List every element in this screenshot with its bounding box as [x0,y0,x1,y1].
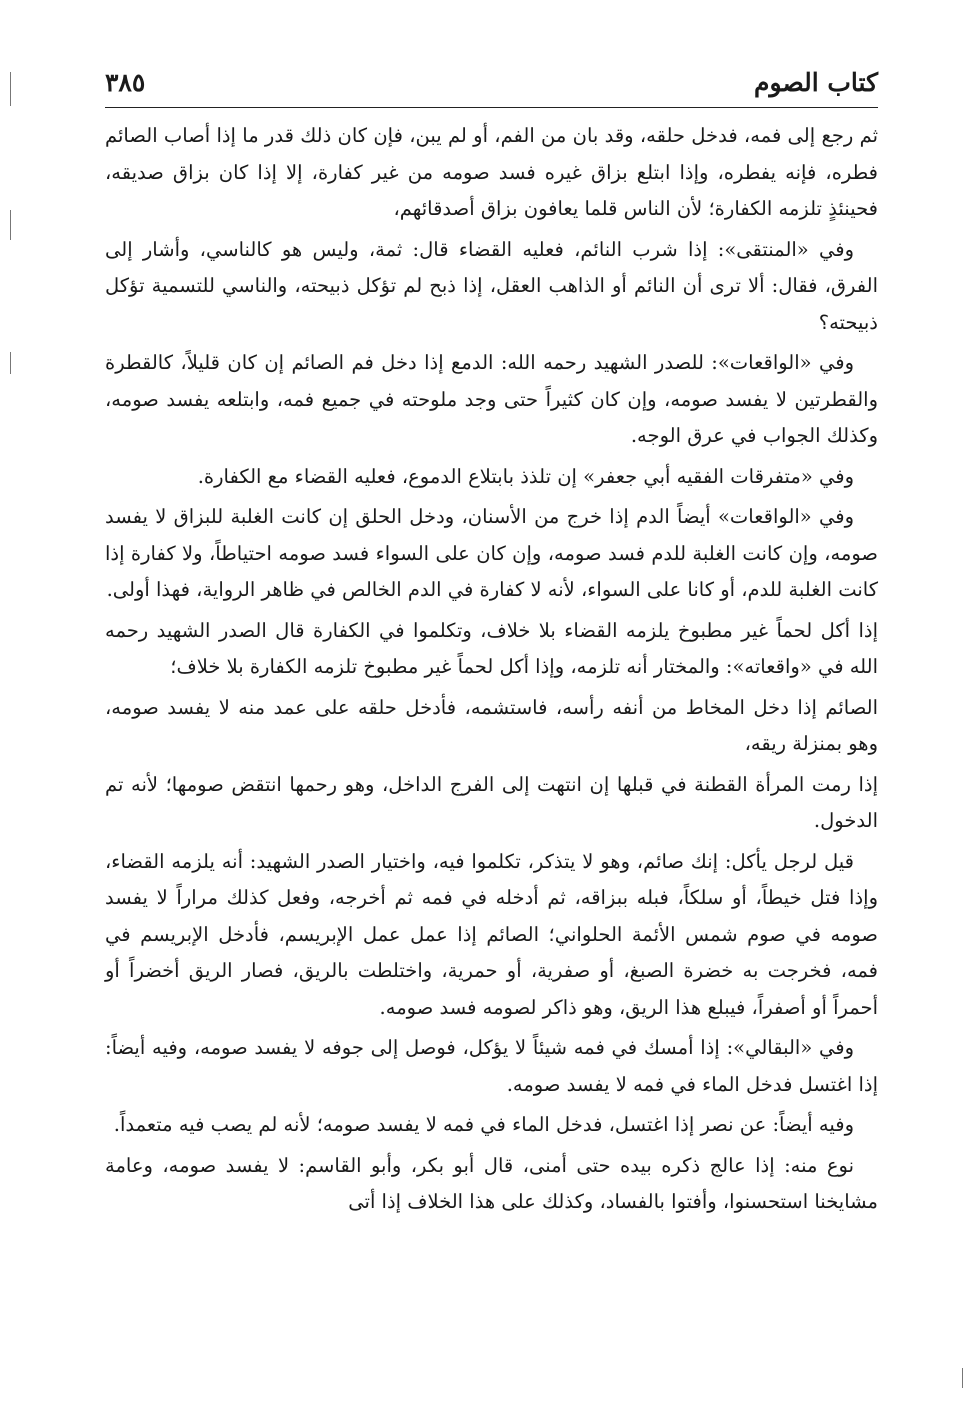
paragraph: ثم رجع إلى فمه، فدخل حلقه، وقد بان من الفم، أو لم يبن، فإن كان ذلك قدر ما إذا أصاب الصائم فطره، فإنه يفطره، وإذا ابتلع بزاق غيره فسد صومه من غير كفارة، إلا إذا كان بزاق صديقه، فحينئذٍ تلزمه الكفارة؛ لأن الناس قلما يعافون بزاق أصدقائهم، [105,124,878,220]
paragraph: وفي «الواقعات»: للصدر الشهيد رحمه الله: الدمع إذا دخل فم الصائم إن كان قليلاً، كالقطرة والقطرتين لا يفسد صومه، وإن كان كثيراً حتى وجد ملوحته في جميع فمه، وابتلعه يفسد صومه، وكذلك الجواب في عرق الوجه. [105,351,878,447]
main-text [105,118,878,1225]
paragraph: وفيه أيضاً: عن نصر إذا اغتسل، فدخل الماء في فمه لا يفسد صومه؛ لأنه لم يصب فيه متعمداً. [113,1113,854,1136]
header-rule [105,107,878,108]
paragraph: إذا رمت المرأة القطنة في قبلها إن انتهت إلى الفرج الداخل، وهو رحمها انتقض صومها؛ لأنه تم الدخول. [105,772,878,832]
paragraph: قيل لرجل يأكل: إنك صائم، وهو لا يتذكر، تكلموا فيه، واختيار الصدر الشهيد: أنه يلزمه القضاء، وإذا فتل خيطاً، أو سلكاً، فبله ببزاقه، ثم أدخله في فمه ثم أخرجه، وفعل كذلك مراراً لا يفسد صومه في صوم شمس الأئمة الحلواني؛ الصائم إذا عمل عمل الإبريسم، فأدخل الإبريسم في فمه، فخرجت به خضرة الصبغ، أو صفرية، أو حمرية، واختلطت بالريق، فصار الريق أخضراً أو أحمراً أو أصفراً، فيبلع هذا الريق، وهو ذاكر لصومه فسد صومه. [105,849,878,1019]
scan-edge-mark [962,1368,963,1388]
scan-edge-mark [10,352,11,374]
paragraph: وفي «المنتقى»: إذا شرب النائم، فعليه القضاء قال: ثمة، وليس هو كالناسي، وأشار إلى الفرق، فقال: ألا ترى أن النائم أو الذاهب العقل، إذا ذبح لم تؤكل ذبيحته، والناسي للتسمية تؤكل ذبيحته؟ [105,237,878,334]
paragraph: إذا أكل لحماً غير مطبوخ يلزمه القضاء بلا خلاف، وتكلموا في الكفارة قال الصدر الشهيد رحمه الله في «واقعاته»: والمختار أنه تلزمه، وإذا أكل لحماً غير مطبوخ تلزمه الكفارة بلا خلاف؛ [105,618,878,678]
paragraph: وفي «الواقعات» أيضاً الدم إذا خرج من الأسنان، ودخل الحلق إن كانت الغلبة للبزاق لا يفسد صومه، وإن كانت الغلبة للدم فسد صومه، وإن كان على السواء فسد صومه احتياطاً، ولا كفارة إذا كانت الغلبة للدم، أو كانا على السواء، لأنه لا كفارة في الدم الخالص في ظاهر الرواية، فهذا أولى. [105,505,878,601]
scan-edge-mark [10,210,11,240]
paragraph: نوع منه: إذا عالج ذكره بيده حتى أمنى، قال أبو بكر، وأبو القاسم: لا يفسد صومه، وعامة مشايخنا استحسنوا، وأفتوا بالفساد، وكذلك على هذا الخلاف إذا أتى [105,1153,878,1213]
paragraph: وفي «البقالي»: إذا أمسك في فمه شيئاً لا يؤكل، فوصل إلى جوفه لا يفسد صومه، وفيه أيضاً: إذا اغتسل فدخل الماء في فمه لا يفسد صومه. [105,1036,878,1096]
page-number: ٣٨٥ [105,68,146,97]
paragraph: الصائم إذا دخل المخاط من أنفه رأسه، فاستشمه، فأدخل حلقه على عمد منه لا يفسد صومه، وهو بمنزلة ريقه، [105,695,878,755]
running-header [105,62,878,108]
paragraph: وفي «متفرقات الفقيه أبي جعفر» إن تلذذ بابتلاع الدموع، فعليه القضاء مع الكفارة. [197,464,854,488]
chapter-title: كتاب الصوم [754,68,878,97]
scan-edge-mark [10,72,11,106]
